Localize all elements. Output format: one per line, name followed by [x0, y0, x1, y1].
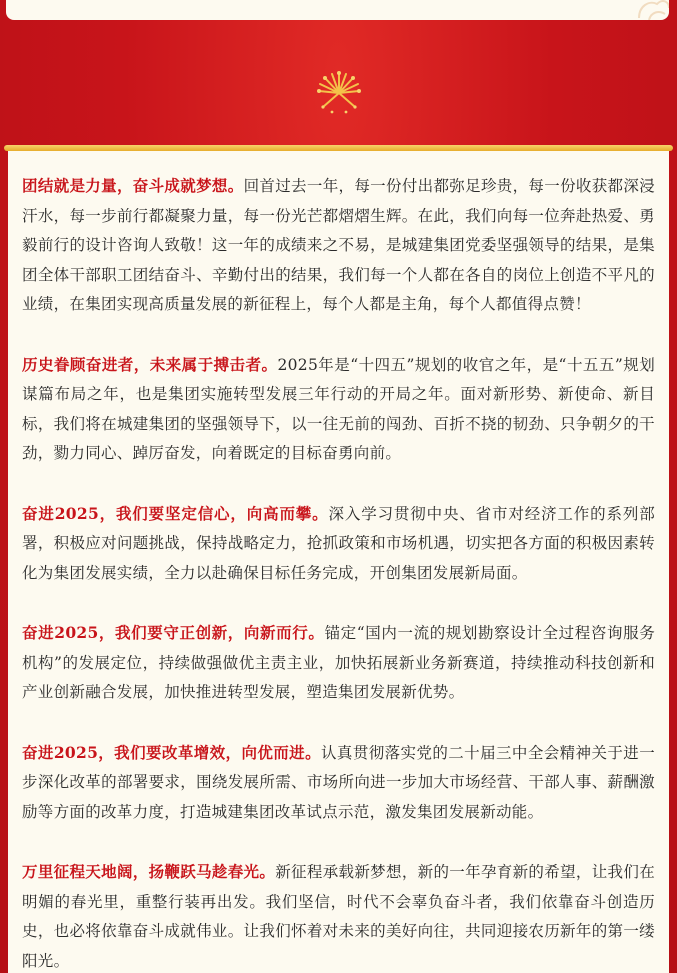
- paragraph-lead: 团结就是力量，奋斗成就梦想。: [22, 176, 244, 195]
- paragraph-history: [22, 350, 655, 469]
- paragraph-lead: 奋进2025，我们要坚定信心，向高而攀。: [22, 503, 329, 523]
- content-card: [8, 151, 669, 973]
- top-card-edge: [6, 0, 669, 20]
- paragraph-body: 锚定“国内一流的规划勘察设计全过程咨询服务机构”的发展定位，持续做强做优主责主业，加快拓展新业务新赛道，持续推动科技创新和产业创新融合发展，加快推进转型发展，塑造集团发展新优势。: [22, 624, 655, 701]
- paragraph-body: 深入学习贯彻中央、省市对经济工作的系列部署，积极应对问题挑战，保持战略定力，抢抓政策和市场机遇，切实把各方面的积极因素转化为集团发展实绩，全力以赴确保目标任务完成，开创集团发展新局面。: [22, 504, 655, 582]
- paragraph-body: 新征程承载新梦想，新的一年孕育新的希望，让我们在明媚的春光里，重整行装再出发。我们坚信，时代不会辜负奋斗者，我们依靠奋斗创造历史，也必将依靠奋斗成就伟业。让我们怀着对未来的美好向往，共同迎接农历新年的第一缕阳光。: [22, 863, 656, 970]
- auspicious-cloud-icon: [609, 0, 669, 20]
- paragraph-lead: 奋进2025，我们要守正创新，向新而行。: [22, 623, 325, 642]
- paragraph-confidence: [22, 499, 655, 589]
- paragraph-body: 回首过去一年，每一份付出都弥足珍贵，每一份收获都深浸汗水，每一步前行都凝聚力量，每一份光芒都熠熠生辉。在此，我们向每一位奔赴热爱、勇毅前行的设计咨询人致敬！这一年的成绩来之不易，是城建集团党委坚强领导的结果，是集团全体干部职工团结奋斗、辛勤付出的结果，我们每一个人都在各自的岗位上创造不平凡的业绩，在集团实现高质量发展的新征程上，每个人都是主角，每个人都值得点赞！: [22, 177, 655, 313]
- paragraph-body: 认真贯彻落实党的二十届三中全会精神关于进一步深化改革的部署要求，围绕发展所需、市场所向进一步加大市场经营、干部人事、薪酬激励等方面的改革力度，打造城建集团改革试点示范，激发集团发展新动能。: [22, 743, 655, 821]
- paragraph-lead: 历史眷顾奋进者，未来属于搏击者。: [22, 354, 278, 374]
- paragraph-spring: [22, 857, 655, 973]
- firework-icon: [316, 70, 362, 116]
- paragraph-lead: 奋进2025，我们要改革增效，向优而进。: [22, 742, 321, 762]
- paragraph-reform: [22, 738, 655, 828]
- paragraph-innovation: [22, 618, 655, 708]
- paragraph-body: 2025年是“十四五”规划的收官之年，是“十五五”规划谋篇布局之年，也是集团实施转型发展三年行动的开局之年。面对新形势、新使命、新目标，我们将在城建集团的坚强领导下，以一往无前的闯劲、百折不挠的韧劲、只争朝夕的干劲，勠力同心、踔厉奋发，向着既定的目标奋勇向前。: [22, 355, 655, 462]
- paragraph-unity: [22, 171, 655, 320]
- paragraph-lead: 万里征程天地阔，扬鞭跃马趁春光。: [22, 862, 276, 881]
